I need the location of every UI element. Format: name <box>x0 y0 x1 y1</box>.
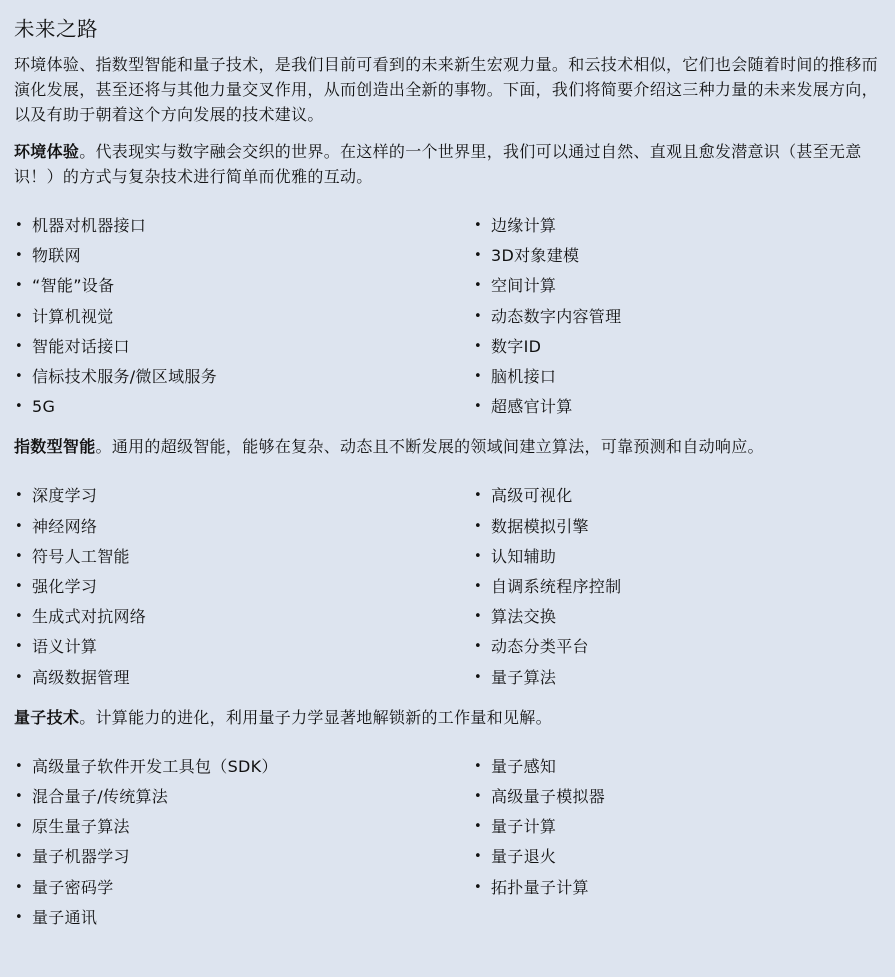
list-item-label: 量子感知 <box>491 756 557 776</box>
list-item <box>473 512 893 542</box>
list-item <box>14 812 473 842</box>
bullet-icon: • <box>474 518 482 534</box>
bullet-icon: • <box>474 308 482 324</box>
sections-container <box>14 139 881 933</box>
bullet-icon: • <box>474 369 482 385</box>
page-title: 未来之路 <box>14 17 98 41</box>
bullet-icon: • <box>15 399 23 415</box>
list-item-label: 超感官计算 <box>491 397 573 417</box>
bullet-list <box>14 211 881 422</box>
list-item-label: 量子机器学习 <box>32 847 130 867</box>
bullet-icon: • <box>15 758 23 774</box>
list-item <box>14 663 473 693</box>
list-item <box>473 542 893 572</box>
list-item-label: 高级可视化 <box>491 486 573 506</box>
list-item-label: 认知辅助 <box>491 546 557 566</box>
list-item <box>473 602 893 632</box>
bullet-icon: • <box>474 248 482 264</box>
list-item-label: “智能”设备 <box>32 276 115 296</box>
list-item-label: 符号人工智能 <box>32 546 130 566</box>
list-item-label: 机器对机器接口 <box>32 216 147 235</box>
list-item <box>14 873 473 903</box>
bullet-icon: • <box>474 789 482 805</box>
bullet-icon: • <box>15 548 23 564</box>
list-item <box>14 512 473 542</box>
bullet-icon: • <box>15 879 23 895</box>
list-item <box>14 332 473 362</box>
list-item-label: 语义计算 <box>32 637 98 657</box>
list-item <box>473 392 893 422</box>
list-item-label: 混合量子/传统算法 <box>32 787 169 807</box>
list-item <box>14 752 473 782</box>
section-description: 。计算能力的进化，利用量子力学显著地解锁新的工作量和见解。 <box>79 707 552 727</box>
list-item-label: 数字ID <box>491 336 542 356</box>
section-description: 。通用的超级智能，能够在复杂、动态且不断发展的领域间建立算法，可靠预测和自动响应。 <box>95 437 764 457</box>
list-item <box>14 392 473 422</box>
list-item <box>473 302 893 332</box>
section-heading-paragraph <box>14 705 881 730</box>
bullet-icon: • <box>15 909 23 925</box>
list-item-label: 量子算法 <box>491 667 557 687</box>
bullet-icon: • <box>474 758 482 774</box>
bullet-icon: • <box>474 399 482 415</box>
list-item-label: 量子密码学 <box>32 877 114 897</box>
list-item-label: 边缘计算 <box>491 216 557 235</box>
list-item <box>14 632 473 662</box>
bullet-icon: • <box>15 248 23 264</box>
list-item-label: 高级量子模拟器 <box>491 787 606 807</box>
list-item-label: 高级量子软件开发工具包（SDK） <box>32 756 278 776</box>
list-item <box>473 632 893 662</box>
list-item <box>473 663 893 693</box>
list-item <box>473 211 893 241</box>
bullet-icon: • <box>15 609 23 625</box>
section-heading: 环境体验 <box>14 142 80 161</box>
list-item <box>14 481 473 511</box>
section-heading: 量子技术 <box>14 707 80 727</box>
bullet-column-right <box>473 752 893 933</box>
bullet-column-left <box>14 752 473 933</box>
bullet-icon: • <box>474 849 482 865</box>
list-item-label: 3D对象建模 <box>491 246 580 266</box>
bullet-icon: • <box>15 278 23 294</box>
list-item-label: 拓扑量子计算 <box>491 877 589 897</box>
bullet-list <box>14 481 881 692</box>
list-item <box>473 481 893 511</box>
bullet-icon: • <box>15 789 23 805</box>
list-item <box>473 873 893 903</box>
list-item-label: 数据模拟引擎 <box>491 516 589 536</box>
list-item <box>14 572 473 602</box>
bullet-icon: • <box>474 548 482 564</box>
bullet-icon: • <box>15 579 23 595</box>
list-item-label: 脑机接口 <box>491 367 557 387</box>
list-item-label: 动态数字内容管理 <box>491 306 622 326</box>
list-item <box>473 752 893 782</box>
bullet-icon: • <box>15 338 23 354</box>
list-item <box>473 271 893 301</box>
list-item <box>14 842 473 872</box>
list-item <box>14 302 473 332</box>
list-item <box>14 362 473 392</box>
list-item-label: 物联网 <box>32 246 81 266</box>
bullet-icon: • <box>15 819 23 835</box>
bullet-icon: • <box>15 308 23 324</box>
list-item-label: 信标技术服务/微区域服务 <box>32 367 217 387</box>
intro-paragraph: 环境体验、指数型智能和量子技术，是我们目前可看到的未来新生宏观力量。和云技术相似，它们也会随着时间的推移而演化发展，甚至还将与其他力量交叉作用，从而创造出全新的事物。下面，我们将简要介绍这三种力量的未来发展方向，以及有助于朝着这个方向发展的技术建议。 <box>14 55 878 124</box>
bullet-icon: • <box>474 338 482 354</box>
bullet-column-right <box>473 211 893 422</box>
list-item <box>14 211 473 241</box>
section-heading-paragraph <box>14 434 881 459</box>
bullet-column-left <box>14 211 473 422</box>
list-item <box>473 241 893 271</box>
bullet-icon: • <box>474 278 482 294</box>
list-item <box>473 332 893 362</box>
bullet-icon: • <box>15 369 23 385</box>
bullet-icon: • <box>474 488 482 504</box>
bullet-icon: • <box>474 218 482 233</box>
list-item <box>14 602 473 632</box>
bullet-list <box>14 752 881 933</box>
section-heading: 指数型智能 <box>14 437 96 457</box>
list-item-label: 量子通讯 <box>32 907 98 927</box>
list-item-label: 5G <box>32 397 56 417</box>
list-item <box>14 782 473 812</box>
section-description: 。代表现实与数字融会交织的世界。在这样的一个世界里，我们可以通过自然、直观且愈发潜意识（甚至无意识！）的方式与复杂技术进行简单而优雅的互动。 <box>14 142 862 186</box>
list-item-label: 深度学习 <box>32 486 98 506</box>
list-item-label: 智能对话接口 <box>32 336 130 356</box>
bullet-icon: • <box>474 579 482 595</box>
list-item-label: 算法交换 <box>491 607 557 627</box>
list-item <box>14 542 473 572</box>
bullet-icon: • <box>474 819 482 835</box>
list-item-label: 生成式对抗网络 <box>32 607 147 627</box>
list-item-label: 自调系统程序控制 <box>491 577 622 597</box>
bullet-icon: • <box>474 639 482 655</box>
list-item-label: 计算机视觉 <box>32 306 114 326</box>
bullet-column-right <box>473 481 893 692</box>
list-item-label: 神经网络 <box>32 516 98 536</box>
list-item-label: 量子计算 <box>491 817 557 837</box>
list-item-label: 空间计算 <box>491 276 557 296</box>
list-item <box>473 572 893 602</box>
list-item <box>14 903 473 933</box>
list-item <box>473 782 893 812</box>
list-item <box>473 812 893 842</box>
list-item-label: 高级数据管理 <box>32 667 130 687</box>
list-item <box>473 362 893 392</box>
list-item <box>14 271 473 301</box>
bullet-icon: • <box>474 879 482 895</box>
list-item <box>473 842 893 872</box>
bullet-icon: • <box>15 669 23 685</box>
bullet-icon: • <box>15 639 23 655</box>
bullet-icon: • <box>15 488 23 504</box>
list-item-label: 强化学习 <box>32 577 98 597</box>
bullet-icon: • <box>15 218 23 233</box>
bullet-icon: • <box>15 518 23 534</box>
section-heading-paragraph <box>14 139 881 189</box>
bullet-icon: • <box>474 669 482 685</box>
list-item <box>14 241 473 271</box>
list-item-label: 原生量子算法 <box>32 817 130 837</box>
bullet-icon: • <box>474 609 482 625</box>
bullet-column-left <box>14 481 473 692</box>
list-item-label: 动态分类平台 <box>491 637 589 657</box>
list-item-label: 量子退火 <box>491 847 557 867</box>
bullet-icon: • <box>15 849 23 865</box>
